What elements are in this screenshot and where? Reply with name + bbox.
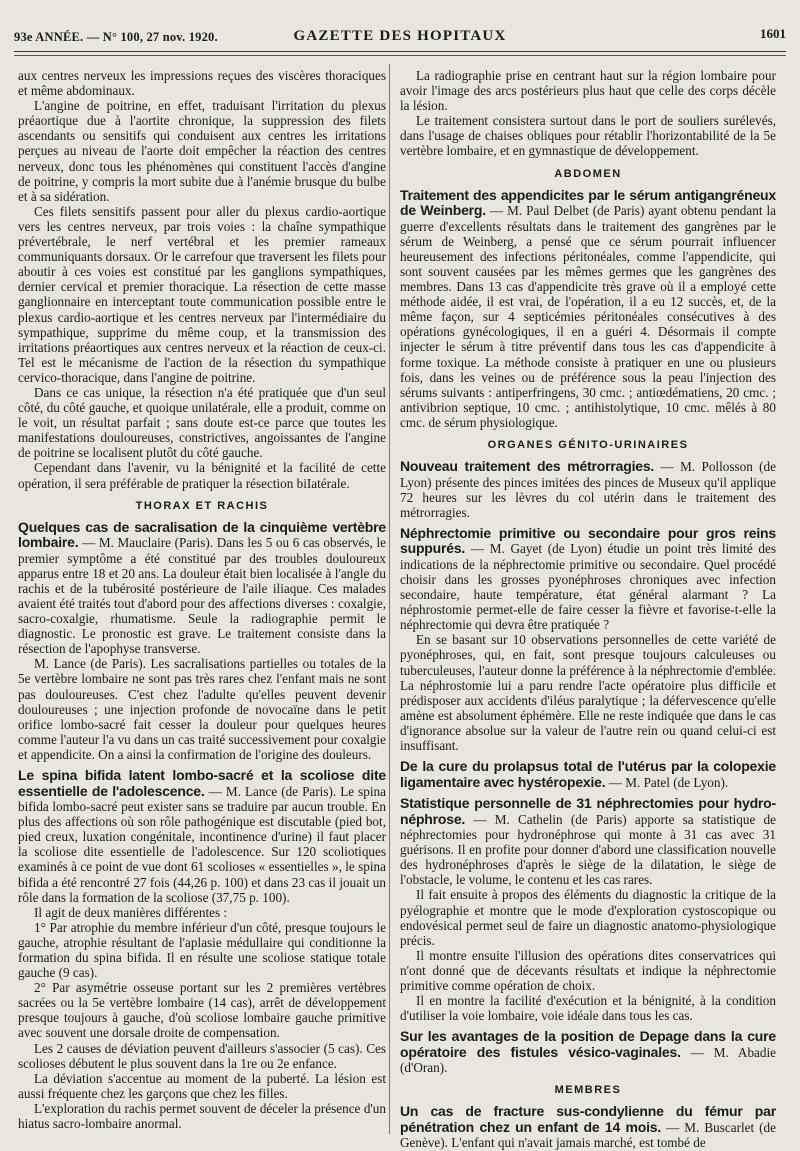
paragraph: En se basant sur 10 observations personnelles de cette variété de pyonéphroses, qui, en fait, sont presque toujours calculeuses ou tuberculeuses, l'auteur donne la préférence à la néphrectomie d'emblée. La néphrostomie lui a paru rendre l'acte opératoire plus difficile et prédisposer aux accidents d'iléus paralytique ; la défervescence qu'elle amène est absolument éphémère. Elle ne reste indiquée que dans le cas d'ignorance absolue sur la valeur de l'autre rein ou quand celui-ci est insuffisant.: [400, 632, 776, 753]
header-rule: [14, 51, 786, 52]
article-nephrectomie: [400, 526, 776, 753]
article-prolapsus: [400, 759, 776, 790]
paragraph: Il agit de deux manières différentes :: [34, 904, 228, 920]
journal-title: GAZETTE DES HOPITAUX: [293, 28, 507, 44]
header-rule-double: [14, 55, 786, 56]
article-body: — M. Pollosson (de Lyon) présente des pinces imitées des pinces de Museux qu'il applique 72 heures sur les lèvres du col utérin dans le traitement des métrorragies.: [400, 459, 776, 520]
section-heading: ABDOMEN: [554, 167, 622, 180]
article-title: De la cure du prolapsus total de l'utérus par la colopexie ligamentaire avec hystéropexie.: [400, 758, 776, 790]
paragraph: aux centres nerveux les impressions reçues des viscères thoraciques et même abdominaux.: [18, 68, 386, 99]
article-fracture: [400, 1104, 776, 1150]
paragraph: 2° Par asymétrie osseuse portant sur les 2 premières vertèbres sacrées ou la 5e vertèbre lombaire (14 cas), arrêt de développement presque toujours à gauche, d'où scoliose lombaire gauche primitive avec souvent une dorsale droite de compensation.: [18, 980, 386, 1041]
paragraph: Le traitement consistera surtout dans le port de souliers surélevés, dans l'usage de chaises obliques pour rétablir l'horizontabilité de la 5e vertèbre lombaire, et en gymnastique de développement.: [400, 113, 776, 159]
article-body: — M. Abadie (d'Oran).: [400, 1044, 776, 1076]
article-title: Traitement des appendicites par le sérum antigangréneux de Weinberg.: [400, 186, 776, 219]
page-number: 1601: [760, 26, 786, 41]
article-title: Le spina bifida latent lombo-sacré et la scoliose dite essentielle de l'adolescence.: [18, 767, 386, 799]
section-heading: MEMBRES: [554, 1084, 622, 1097]
paragraph: La radiographie prise en centrant haut sur la région lombaire pour avoir l'image des arcs postérieurs plus haut que celle des corps décèle la lésion.: [400, 68, 776, 114]
paragraph: Dans ce cas unique, la résection n'a été pratiquée que d'un seul côté, du côté gauche, et quoique unilatérale, elle a produit, comme on le voit, un résultat parfait ; sans doute est-ce parce que toutes les manifestations douloureuses, constrictives, angoissantes de l'angine de poitrine se localisent plutôt du côté gauche.: [18, 384, 386, 461]
paragraph: Il fait ensuite à propos des éléments du diagnostic la critique de la pyélographie et montre que le mode d'exploration cystoscopique ou endovésical permet seul de faire un diagnostic anatomo-physiologique précis.: [400, 887, 776, 948]
column-divider: [389, 64, 390, 1134]
article-title: Nouveau traitement des métrorragies.: [400, 458, 655, 475]
article-body: — M. Gayet (de Lyon) étudie un point très limité des indications de la néphrectomie primitive ou secondaire. Quel procédé choisir dans les grosses pyonéphroses chroniques avec infection secondaire, haute température, état général alarmant ? La néphrostomie permet-elle de faire cesser la fièvre et favorise-t-elle la néphrectomie qui devra être pratiquée ?: [400, 541, 777, 633]
section-heading: ORGANES GÉNITO-URINAIRES: [487, 438, 689, 451]
article-body: — M. Patel (de Lyon).: [608, 774, 729, 790]
article-appendicites: [400, 188, 776, 430]
article-title: Statistique personnelle de 31 néphrectomies pour hydro-néphrose.: [400, 795, 776, 827]
article-title: Un cas de fracture sus-condylienne du fémur par pénétration chez un enfant de 14 mois.: [400, 1103, 776, 1135]
article-body: — M. Buscarlet (de Genève). L'enfant qui n'avait jamais marché, est tombé de: [400, 1119, 777, 1151]
article-body: — M. Mauclaire (Paris). Dans les 5 ou 6 cas observés, le premier symptôme a été constitué par des troubles douloureux apparus entre 18 et 20 ans. La douleur était bien localisée à l'angle du rachis et de la tubérosité postérieure de l'aile iliaque. Ces malades avaient été traités tout d'abord pour des affections diverses : coxalgie, sacro-coxalgie, rhumatisme. Seule la radiographie permit le diagnostic. Le pronostic est grave. Le traitement consiste dans la résection de l'apophyse transverse.: [18, 535, 386, 657]
article-depage: [400, 1029, 776, 1075]
paragraph: Les 2 causes de déviation peuvent d'ailleurs s'associer (5 cas). Ces scolioses débutent le plus souvent dans la 1re ou 2e enfance.: [18, 1040, 386, 1071]
paragraph: M. Lance (de Paris). Les sacralisations partielles ou totales de la 5e vertèbre lombaire ne sont pas très rares chez l'enfant mais ne sont pas douloureuses. C'est chez l'adulte qu'elles peuvent devenir douloureuses ; une injection profonde de novocaïne dans le petit orifice lombo-sacré fait cesser la douleur pour quelques heures comme l'auteur l'a vu dans un cas traité successivement pour coxalgie et appendicite. On a ainsi la confirmation de l'origine des douleurs.: [18, 656, 387, 762]
paragraph: L'exploration du rachis permet souvent de déceler la présence d'un hiatus sacro-lombaire anormal.: [18, 1100, 386, 1131]
issue-info: 93e ANNÉE. — N° 100, 27 nov. 1920.: [14, 30, 218, 44]
section-heading: THORAX ET RACHIS: [135, 499, 269, 512]
article-title: Néphrectomie primitive ou secondaire pour gros reins suppurés.: [400, 524, 776, 557]
article-title: Sur les avantages de la position de Depage dans la cure opératoire des fistules vésico-vaginales.: [400, 1028, 776, 1060]
paragraph: Il en montre la facilité d'exécution et la bénignité, à la condition d'utiliser la voie lombaire, voie idéale dans tous les cas.: [400, 993, 776, 1024]
paragraph: L'angine de poitrine, en effet, traduisant l'irritation du plexus préaortique due à l'aortite chronique, la suppression des filets ascendants ou sensitifs qui conduisent aux centres les irritations perçues au niveau de l'aorte doit empêcher la réaction des centres nerveux, donc tous les phénomènes qui constituent l'accès d'angine de poitrine, y compris la mort subite due à l'anémie brusque du bulbe et à sa sidération.: [18, 98, 386, 204]
article-title: Quelques cas de sacralisation de la cinquième vertèbre lombaire.: [18, 518, 386, 551]
paragraph: Il montre ensuite l'illusion des opérations dites conservatrices qui n'ont donné que de décevants résultats et indique la néphrectomie primitive comme opération de choix.: [400, 947, 776, 993]
article-spina-bifida: [18, 768, 386, 1131]
article-sacralisation: [18, 520, 386, 762]
paragraph: Ces filets sensitifs passent pour aller du plexus cardio-aortique vers les centres nerveux, par trois voies : la chaîne sympathique prévertébrale, le nerf vertébral et les premier rameaux communiquants dorsaux. Or le carrefour que traversent les filets pour aboutir à ces voies est constitué par les ganglions sympathiques, dernier cervical et premier thoracique. La résection de cette masse ganglionnaire en interceptant toute communication possible entre le plexus cardio-aortique et les centres nerveux par l'intermédiaire du sympathique, supprime du même coup, et la transmission des irritations préaortiques aux centres nerveux et la réaction de ceux-ci. Tel est le mécanisme de l'action de la résection du sympathique cervico-thoracique, dans l'angine de poitrine.: [18, 203, 386, 385]
article-statistique: [400, 796, 776, 1023]
article-metrorragies: [400, 459, 776, 520]
right-column: [400, 68, 776, 1151]
article-body: — M. Cathelin (de Paris) apporte sa statistique de néphrectomies pour hydronéphrose qui monte à 31 cas avec 31 guérisons. Il en profite pour donner d'abord une classification nouvelle des hydronéphroses d'après le siège de la dilatation, le siège de l'obstacle, le volume, le contenu et les cas rares.: [400, 811, 777, 888]
paragraph: Cependant dans l'avenir, vu la bénignité et la facilité de cette opération, il sera préférable de pratiquer la résection biIatérale.: [18, 460, 386, 491]
paragraph: La déviation s'accentue au moment de la puberté. La lésion est aussi fréquente chez les garçons que chez les filles.: [18, 1070, 386, 1101]
page-header: [0, 0, 800, 64]
paragraph: 1° Par atrophie du membre inférieur d'un côté, presque toujours le gauche, atrophie résultant de l'aplasie médullaire qui conditionne la formation du spina bifida. Il en résulte une scoliose statique totale gauche (9 cas).: [18, 919, 386, 981]
article-body: — M. Lance (de Paris). Le spina bifida lombo-sacré peut exister sans se traduire par aucun trouble. En plus des affections où son rôle pathogénique est discutable (pied bot, pied creux, luxation congénitale, incontinence d'urine) il faut placer la scoliose dite essentielle de l'adolescence. Sur 120 scoliotiques examinés à ce point de vue dont 61 scolioses « essentielles », le spina bifida a été rencontré 27 fois (44,26 p. 100) et dans 23 cas il jouait un rôle dans la formation de la scoliose (37,75 p. 100).: [18, 783, 386, 905]
left-column: [18, 68, 386, 1131]
article-body: — M. Paul Delbet (de Paris) ayant obtenu pendant la guerre d'excellents résultats dans le traitement des gangrènes par le sérum de Weinberg, a pensé que ce sérum pourrait influencer heureusement des infections péritonéales, comme l'appendicite, qui sont souvent causées par les mêmes germes que les gangrènes des membres. Dans 13 cas d'appendicite très grave où il a employé cette méthode aidée, il est vrai, de l'opération, il a eu 12 succès, et, de la même façon, sur 4 septicémies péritonéales consécutives à des opérations gynécologiques, il en a guéri 4. Désormais il compte injecter le sérum à titre préventif dans tous les cas d'appendicite à forme toxique. La méthode consiste à pratiquer en une ou plusieurs fois, dans les veines ou de préférence sous la peau l'injection des sérums suivants : antiperfringens, 30 cmc. ; antiœdématiens, 20 cmc. ; antivibrion septique, 10 cmc. ; antihistolytique, 10 cmc. mêlés à 80 cmc. de sérum physiologique.: [400, 203, 777, 430]
